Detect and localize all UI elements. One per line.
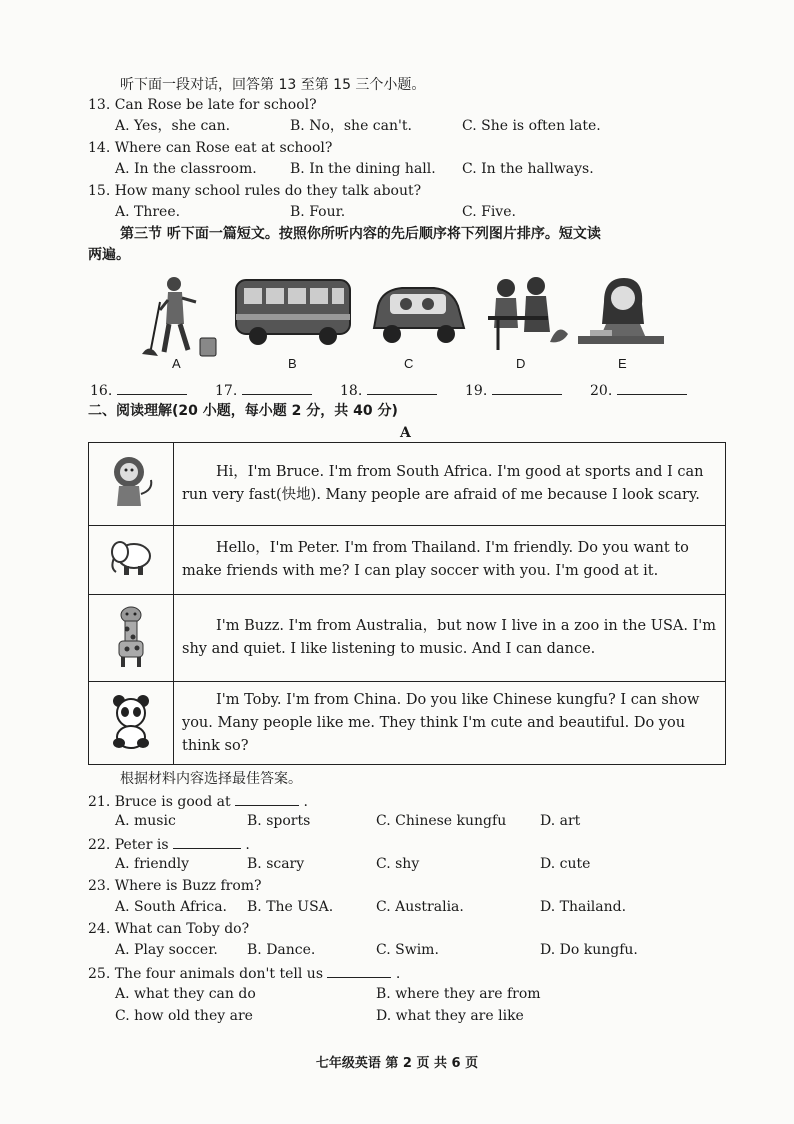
q21-option-c: C. Chinese kungfu [376, 813, 507, 829]
peter-profile-text: Hello，I'm Peter. I'm from Thailand. I'm friendly. Do you want to make friends with me? I can play soccer with you. I'm good at it. [174, 526, 726, 595]
panda-icon-cell [89, 682, 174, 765]
blank-number-17: 17. [215, 383, 238, 399]
picture-label-a: A [172, 356, 181, 371]
q15-option-b: B. Four. [290, 204, 346, 220]
table-row [89, 443, 726, 526]
q23-option-b: B. The USA. [247, 899, 334, 915]
answer-blank-17[interactable] [215, 380, 312, 400]
reading-heading: 二、阅读理解(20 小题，每小题 2 分，共 40 分) [88, 403, 398, 419]
section3-instruction-cont: 两遍。 [88, 247, 130, 263]
page-footer: 七年级英语 第 2 页 共 6 页 [315, 1056, 479, 1071]
question-15: 15. How many school rules do they talk about? [88, 183, 422, 199]
question-14: 14. Where can Rose eat at school? [88, 140, 333, 156]
buzz-profile-text: I'm Buzz. I'm from Australia，but now I live in a zoo in the USA. I'm shy and quiet. I like listening to music. And I can dance. [174, 595, 726, 682]
lion-icon [105, 454, 157, 510]
q24-option-d: D. Do kungfu. [540, 942, 638, 958]
listening-instruction: 听下面一段对话，回答第 13 至第 15 三个小题。 [120, 77, 426, 93]
q15-option-a: A. Three. [115, 204, 181, 220]
question-25-text: 25. The four animals don't tell us [88, 966, 323, 982]
question-21: 21. Bruce is good at . [88, 791, 308, 811]
table-row [89, 682, 726, 765]
q23-option-c: C. Australia. [376, 899, 464, 915]
q22-option-d: D. cute [540, 856, 591, 872]
reading-instruction: 根据材料内容选择最佳答案。 [120, 771, 302, 787]
giraffe-icon-cell [89, 595, 174, 682]
q23-option-d: D. Thailand. [540, 899, 627, 915]
q24-option-c: C. Swim. [376, 942, 439, 958]
family-car-picture [368, 272, 468, 352]
question-22: 22. Peter is . [88, 834, 250, 854]
answer-blank-19[interactable] [465, 380, 562, 400]
toby-profile-text: I'm Toby. I'm from China. Do you like Chinese kungfu? I can show you. Many people like me. They think I'm cute and beautiful. Do you think so? [174, 682, 726, 765]
answer-blank-18[interactable] [340, 380, 437, 400]
q13-option-c: C. She is often late. [462, 118, 601, 134]
elephant-icon [106, 538, 156, 578]
blank-number-20: 20. [590, 383, 613, 399]
elephant-icon-cell [89, 526, 174, 595]
question-22-text: 22. Peter is [88, 837, 169, 853]
girl-studying-picture [576, 272, 666, 352]
question-23: 23. Where is Buzz from? [88, 878, 262, 894]
question-24: 24. What can Toby do? [88, 921, 250, 937]
girl-sweeping-picture [138, 272, 218, 362]
q21-option-b: B. sports [247, 813, 311, 829]
table-row [89, 595, 726, 682]
q25-option-d: D. what they are like [376, 1008, 524, 1024]
q22-option-a: A. friendly [115, 856, 190, 872]
giraffe-icon [109, 603, 153, 669]
q13-option-a: A. Yes，she can. [115, 118, 231, 134]
q21-option-a: A. music [115, 813, 176, 829]
q22-option-c: C. shy [376, 856, 420, 872]
lion-icon-cell [89, 443, 174, 526]
q14-option-c: C. In the hallways. [462, 161, 594, 177]
section3-instruction: 第三节 听下面一篇短文。按照你所听内容的先后顺序将下列图片排序。短文读 [120, 226, 601, 242]
blank-number-19: 19. [465, 383, 488, 399]
q24-option-a: A. Play soccer. [115, 942, 218, 958]
picture-label-d: D [516, 356, 526, 371]
question-13: 13. Can Rose be late for school? [88, 97, 317, 113]
q22-option-b: B. scary [247, 856, 305, 872]
answer-blank-16[interactable] [90, 380, 187, 400]
passage-label-a: A [400, 425, 411, 441]
blank-number-16: 16. [90, 383, 113, 399]
q25-option-a: A. what they can do [115, 986, 256, 1002]
blank-number-18: 18. [340, 383, 363, 399]
animal-profiles-table [88, 442, 726, 765]
question-25: 25. The four animals don't tell us . [88, 963, 400, 983]
bruce-profile-text: Hi，I'm Bruce. I'm from South Africa. I'm good at sports and I can run very fast(快地). Many people are afraid of me because I look scary. [174, 443, 726, 526]
picture-label-e: E [618, 356, 627, 371]
q13-option-b: B. No，she can't. [290, 118, 412, 134]
q24-option-b: B. Dance. [247, 942, 316, 958]
q25-option-b: B. where they are from [376, 986, 541, 1002]
people-at-table-picture [484, 272, 570, 358]
q15-option-c: C. Five. [462, 204, 516, 220]
q14-option-a: A. In the classroom. [115, 161, 257, 177]
school-bus-picture [232, 272, 354, 352]
q14-option-b: B. In the dining hall. [290, 161, 436, 177]
panda-icon [107, 693, 155, 749]
question-21-text: 21. Bruce is good at [88, 794, 231, 810]
picture-label-c: C [404, 356, 414, 371]
q21-option-d: D. art [540, 813, 581, 829]
q25-option-c: C. how old they are [115, 1008, 253, 1024]
answer-blank-20[interactable] [590, 380, 687, 400]
picture-row [120, 272, 680, 372]
picture-label-b: B [288, 356, 297, 371]
table-row [89, 526, 726, 595]
q23-option-a: A. South Africa. [115, 899, 227, 915]
